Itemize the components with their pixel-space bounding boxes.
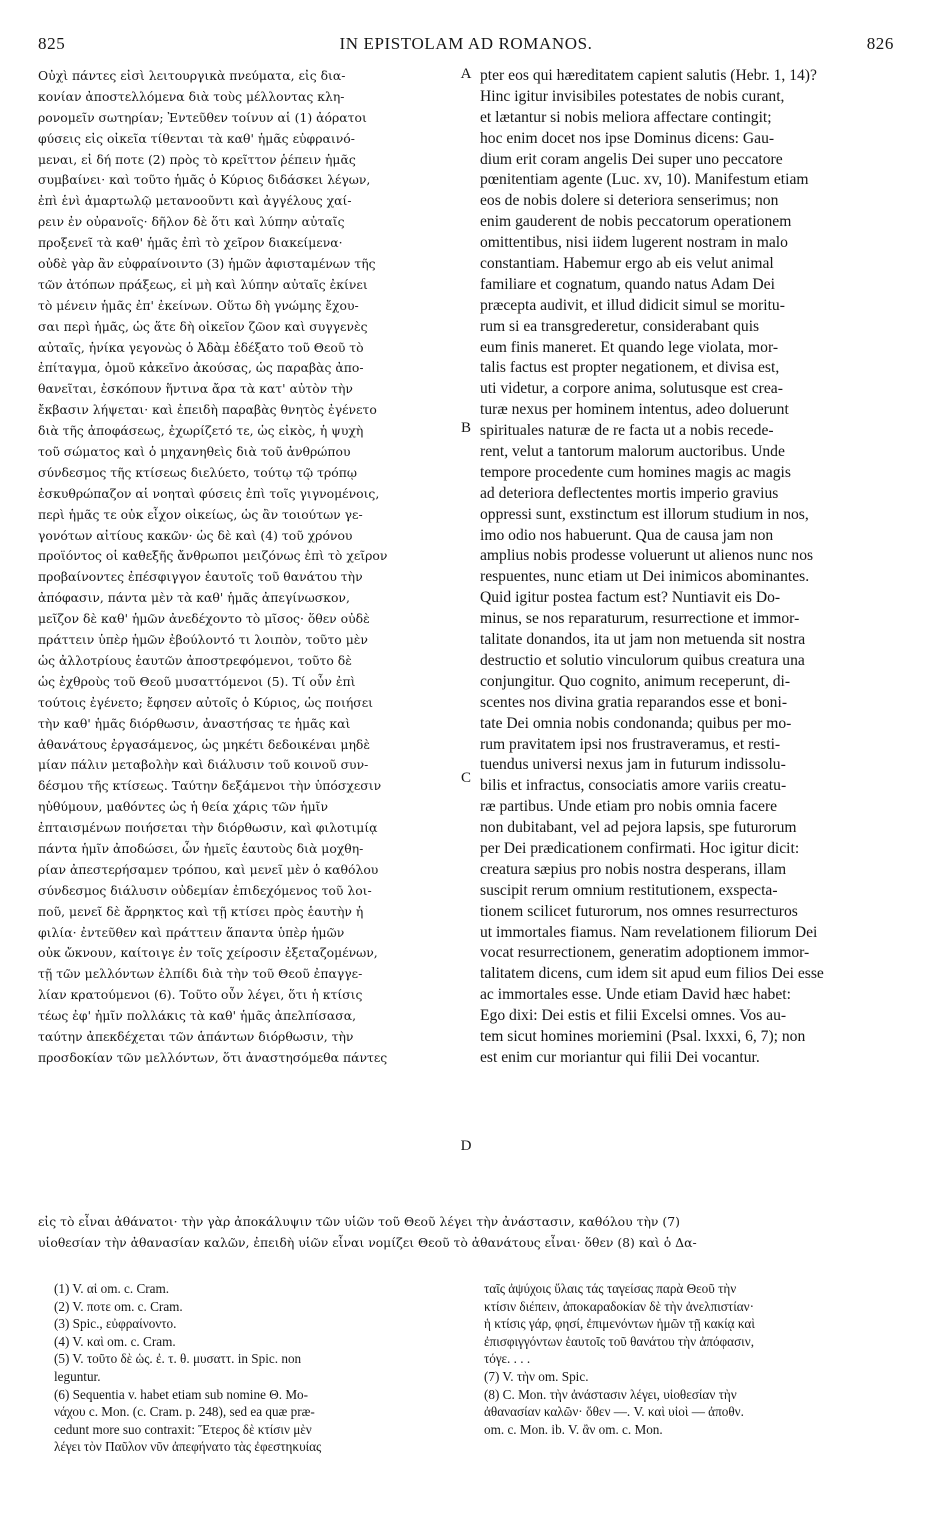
latin-text-line: Quid igitur postea factum est? Nuntiavit eis Do- [480, 589, 781, 607]
greek-text-line: ρειν ἐν οὐρανοῖς· δῆλον δὲ ὅτι καὶ λύπην αὐταῖς [38, 214, 345, 230]
footnote-line: τόγε. . . . [484, 1351, 531, 1367]
greek-text-line: ρίαν ἀπεστερήσαμεν τρόπου, καὶ μενεῖ μὲν ὁ καθόλου [38, 861, 379, 877]
latin-text-line: minus, se nos reparaturum, resurrectione et immor- [480, 610, 800, 628]
greek-text-line: ηὐθύμουν, μαθόντες ὡς ἡ θεία χάρις τῶν ἡμῖν [38, 799, 329, 815]
latin-text-line: tate Dei omnia nobis condonanda; quibus per mo- [480, 714, 792, 732]
latin-text-line: talitatem dicens, cum idem sit apud eum filios Dei esse [480, 965, 824, 983]
footnotes-left [54, 1280, 454, 1456]
latin-text-line: tionem scilicet futurorum, nos omnes resurrecturos [480, 902, 798, 920]
latin-text-line: oppressi sunt, exstinctum est illorum studium in nos, [480, 505, 809, 523]
greek-text-line: προσδοκίαν τῶν μελλόντων, ὅτι ἀναστησόμεθα πάντες [38, 1049, 388, 1065]
latin-text-line: amplius nobis prodesse voluerunt ut alienos nunc nos [480, 547, 814, 565]
latin-text-line: est enim cur moriantur qui filii Dei vocantur. [480, 1048, 760, 1066]
margin-marker-c: C [460, 770, 471, 786]
greek-text-line: σύνδεσμος διάλυσιν οὐδεμίαν ἐπιδεχόμενος τοῦ λοι- [38, 882, 372, 898]
greek-text-line: συμβαίνει· καὶ τοῦτο ἡμᾶς ὁ Κύριος διδάσκει λέγων, [38, 172, 371, 188]
footnote-line: (7) V. τὴν om. Spic. [484, 1368, 589, 1384]
footnote-line: (5) V. τοῦτο δὲ ὡς. ἐ. τ. θ. μυσαττ. in Spic. non [54, 1351, 302, 1367]
greek-text-line: ὡς ἐχθροὺς τοῦ Θεοῦ μυσαττόμενοι (5). Τί οὖν ἐπὶ [38, 673, 356, 689]
latin-text-line: eum finis maneret. Et quando lege violata, mor- [480, 338, 779, 356]
greek-text-line: τῶν ἀτόπων πράξεως, εἰ μὴ καὶ λύπην αὐταῖς ἐκίνει [38, 276, 368, 292]
latin-text-line: uti videtur, a corpore anima, solutusque est crea- [480, 380, 783, 398]
latin-text-line: imo odio nos habuerunt. Qua de causa jam non [480, 526, 774, 544]
latin-text-line: per Dei prædicationem confirmati. Hoc igitur dicit: [480, 839, 800, 857]
greek-text-line: σύνδεσμος τῆς κτίσεως διελύετο, τούτῳ τῷ τρόπῳ [38, 464, 357, 480]
latin-text-line: suscipit rerum omnium restitutionem, exspecta- [480, 881, 778, 899]
latin-text-line: pœnitentiam agente (Luc. xv, 10). Manifestum etiam [480, 171, 809, 189]
footnote-line: cedunt more suo contraxit: Ἕτερος δὲ κτίσιν μὲν [54, 1421, 312, 1437]
greek-text-line: ὡς ἀλλοτρίους ἑαυτῶν ἀποστρεφόμενοι, τοῦτο δὲ [38, 652, 352, 668]
latin-text-line: rum pravitatem ipsi nos frustraveramus, et resti- [480, 735, 781, 753]
latin-text-line: præcepta audivit, et illud didicit simul se moritu- [480, 296, 785, 314]
greek-text-line: Οὐχὶ πάντες εἰσὶ λειτουργικὰ πνεύματα, εἰς δια- [38, 68, 346, 83]
greek-text-line: προϊόντος οἱ καθεξῆς ἄνθρωποι μειζόνως ἐπὶ τὸ χεῖρον [38, 548, 388, 564]
footnote-line: (3) Spic., εὐφραίνοντο. [54, 1316, 177, 1332]
greek-text-line: κονίαν ἀποστελλόμενα διὰ τοὺς μέλλοντας κλη- [38, 88, 345, 104]
greek-text-line: προβαίνοντες ἐπέσφιγγον ἑαυτοῖς τοῦ θανάτου τὴν [38, 569, 363, 585]
latin-text-line: ad deteriora deflectentes mortis imperio gravius [480, 484, 779, 502]
greek-text-line: μεῖζον δὲ καθ' ἡμῶν ἀνεδέχοντο τὸ μῖσος· ὅθεν οὐδὲ [38, 611, 370, 627]
page-number-right: 826 [866, 34, 894, 53]
footnote-line: νάχου c. Mon. (c. Cram. p. 248), sed ea quæ præ- [54, 1404, 315, 1420]
margin-marker-b: B [460, 420, 471, 436]
latin-text-line: hoc enim docet nos ipse Dominus dicens: Gau- [480, 129, 775, 147]
greek-text-line: ποῦ, μενεῖ δὲ ἄρρηκτος καὶ τῇ κτίσει πρὸς ἑαυτὴν ἡ [38, 903, 364, 919]
greek-text-line: τὸ μένειν ἡμᾶς ἐπ' ἐκείνων. Οὕτω δὴ γνώμης ἔχου- [38, 297, 359, 313]
latin-text-line: tuendus universi nexus jam in futurum indissolu- [480, 756, 786, 774]
greek-text-line: τούτοις ἐγένετο; ἔφησεν αὐτοῖς ὁ Κύριος, ὡς ποιήσει [38, 694, 374, 710]
footnote-line: (1) V. αἱ om. c. Cram. [54, 1281, 170, 1296]
latin-text-line: vocat resurrectionem, generatim adoptionem immor- [480, 944, 810, 962]
latin-text-line: bilis et infractus, consociatis amore variis creatu- [480, 777, 787, 795]
latin-text-line: omittentibus, nisi iidem lugerent nostram in malo [480, 234, 788, 252]
greek-text-line: πάντα ἡμῖν ἀποδώσει, ὧν ἡμεῖς ἑαυτοὺς διὰ μοχθη- [38, 840, 364, 856]
greek-text-line: ἐπὶ ἑνὶ ἁμαρτωλῷ μετανοοῦντι καὶ ἀγγέλους χαί- [38, 193, 352, 209]
greek-text-line: οὐδὲ γὰρ ἂν εὐφραίνοιντο (3) ἡμῶν ἀφισταμένων τῆς [38, 256, 376, 272]
footnote-line: (6) Sequentia v. habet etiam sub nomine Θ. Mo- [54, 1386, 309, 1402]
footnote-line: κτίσιν διέπειν, ἀποκαραδοκίαν δὲ τὴν ἀνελπιστίαν· [484, 1298, 755, 1314]
latin-text-line: dium erit coram angelis Dei super uno peccatore [480, 150, 783, 168]
margin-marker-d: D [460, 1138, 472, 1154]
latin-text-line: non dubitabant, vel ad pejora lapsis, spe futurorum [480, 819, 797, 837]
greek-text-line: μεναι, εἰ δή ποτε (2) πρὸς τὸ κρεῖττον ῥέπειν ἡμᾶς [38, 151, 356, 167]
latin-text-line: turæ nexus per hominem intentus, adeo doluerunt [480, 401, 789, 419]
footnote-line: λέγει τὸν Παῦλον νῦν ἀπεφήνατο τὰς ἐφεστηκυίας [54, 1439, 322, 1455]
latin-text-line: ræ partibus. Unde etiam pro nobis omnia facere [480, 798, 778, 816]
greek-text-line: σαι περὶ ἡμᾶς, ὡς ἅτε δὴ οἰκεῖον ζῶον καὶ συγγενὲς [38, 318, 368, 334]
page-number-left: 825 [38, 34, 66, 53]
footnote-line: leguntur. [54, 1368, 101, 1384]
greek-text-line: διὰ τῆς ἀποφάσεως, ἐχωρίζετό τε, ὡς εἰκὸς, ἡ ψυχὴ [38, 423, 364, 439]
latin-text-line: rent, velut a tantorum malorum auctoribus. Unde [480, 443, 785, 461]
spanning-text-line: υἱοθεσίαν τὴν ἀθανασίαν καλῶν, ἐπειδὴ υἱῶν εἶναι νομίζει Θεοῦ τὸ ἀθανάτους εἶναι· ὅθεν (8) καὶ ὁ Δα- [38, 1234, 697, 1250]
greek-text-line: ταύτην ἀπεκδέχεται τῶν ἁπάντων διόρθωσιν, τὴν [38, 1028, 354, 1044]
latin-text-line: ut immortales fiamus. Nam revelationem filiorum Dei [480, 923, 818, 941]
greek-text-line: ἐσκυθρώπαζον αἱ νοηταὶ φύσεις ἐπὶ τοῖς γιγνομένοις, [38, 485, 380, 501]
greek-text-line: ἀπόφασιν, πάντα μὲν τὰ καθ' ἡμᾶς ἀπεγίνωσκον, [38, 590, 350, 606]
greek-text-line: φύσεις εἰς οἰκεῖα τίθενται τὰ καθ' ἡμᾶς εὐφραινό- [38, 130, 355, 146]
latin-text-line: enim gauderent de nobis peccatorum operationem [480, 213, 792, 231]
greek-text-line: τέως ἐφ' ἡμῖν πολλάκις τὰ καθ' ἡμᾶς ἀπελπίσασα, [38, 1008, 357, 1024]
margin-marker-a: A [460, 66, 472, 82]
greek-text-line: περὶ ἡμᾶς τε οὐκ εἶχον οἰκείως, ὡς ἂν τοιούτων γε- [38, 506, 363, 522]
footnote-line: ἐπισφιγγόντων ἑαυτοῖς τοῦ θανάτου τὴν ἀπόφασιν, [484, 1333, 754, 1349]
greek-text-line: τῇ τῶν μελλόντων ἐλπίδι διὰ τὴν τοῦ Θεοῦ ἐπαγγε- [38, 966, 363, 982]
latin-text-line: spirituales naturæ de re facta ut a nobis recede- [480, 422, 774, 440]
greek-text-line: αὐταῖς, ἡνίκα γεγονὼς ὁ Ἀδὰμ ἐδέξατο τοῦ Θεοῦ τὸ [38, 339, 364, 355]
greek-text-line: λίαν κρατούμενοι (6). Τοῦτο οὖν λέγει, ὅτι ἡ κτίσις [38, 987, 363, 1003]
greek-text-line: φιλία· ἐντεῦθεν καὶ πράττειν ἅπαντα ὑπὲρ ἡμῶν [38, 924, 345, 940]
greek-text-line: οὐκ ὤκνουν, καίτοιγε ἐν τοῖς χείροσιν ἐξεταζομένων, [38, 945, 378, 961]
latin-text-line: constantiam. Habemur ergo ab eis velut animal [480, 255, 774, 273]
latin-text-line: eos de nobis dolere si deteriora senserimus; non [480, 192, 779, 210]
greek-text-line: μίαν πάλιν μεταβολὴν καὶ διάλυσιν τοῦ κοινοῦ συν- [38, 757, 369, 773]
footnote-line: ταῖς ἀψύχοις ὕλαις τάς ταγείσας παρὰ Θεοῦ τὴν [484, 1281, 737, 1296]
footnote-line: (8) C. Mon. τὴν ἀνάστασιν λέγει, υἱοθεσίαν τὴν [484, 1386, 737, 1402]
greek-text-line: ἀθανάτους ἐργασάμενος, ὡς μηκέτι δεδοικέναι μηδὲ [38, 736, 371, 752]
footnote-line: (2) V. ποτε om. c. Cram. [54, 1298, 183, 1314]
latin-text-line: rum si ea transgrederetur, considerabant quis [480, 317, 760, 335]
spanning-text-line: εἰς τὸ εἶναι ἀθάνατοι· τὴν γὰρ ἀποκάλυψιν τῶν υἱῶν τοῦ Θεοῦ λέγει τὴν ἀνάστασιν, καθόλου τὴν (7) [38, 1214, 680, 1229]
greek-text-line: προξενεῖ τὰ καθ' ἡμᾶς ἐπὶ τὸ χεῖρον διακείμενα· [38, 235, 343, 251]
latin-text-line: scentes nos divina gratia reparandos esse et boni- [480, 693, 788, 711]
latin-text-line: tempore procedente cum homines magis ac magis [480, 463, 791, 481]
greek-text-line: ρονομεῖν σωτηρίαν; Ἐντεῦθεν τοίνυν αἱ (1) ἀόρατοι [38, 109, 367, 125]
latin-text-line: creatura sæpius pro nobis nostra desperans, illam [480, 860, 787, 878]
greek-text-line: δέσμου τῆς κτίσεως. Ταύτην δεξάμενοι τὴν ὑπόσχεσιν [38, 778, 382, 794]
latin-text-line: Ego dixi: Dei estis et filii Excelsi omnes. Vos au- [480, 1007, 787, 1025]
greek-text-line: ἐπίταγμα, ὁμοῦ κἀκεῖνο ἀκούσας, ὡς παραβὰς ἀπο- [38, 360, 364, 376]
latin-column [480, 66, 892, 1069]
greek-text-line: ἔκβασιν λήψεται· καὶ ἐπειδὴ παραβὰς θνητὸς ἐγένετο [38, 402, 377, 418]
running-header [38, 34, 894, 56]
greek-text-line: πράττειν ὑπὲρ ἡμῶν ἐβούλοντό τι λοιπὸν, τοῦτο μὲν [38, 632, 368, 648]
footnote-line: om. c. Mon. ib. V. ἂν om. c. Mon. [484, 1421, 663, 1437]
latin-text-line: respuentes, nunc etiam ut Dei inimicos abominantes. [480, 568, 810, 586]
footnote-line: ἡ κτίσις γάρ, φησί, ἐπιμενόντων ἡμῶν τῇ κακίᾳ καὶ [484, 1316, 755, 1332]
latin-text-line: conjungitur. Quo cognito, animum receperunt, di- [480, 672, 791, 690]
latin-text-line: talitate donandos, ita ut jam non metuenda sit nostra [480, 631, 806, 649]
latin-text-line: pter eos qui hæreditatem capient salutis (Hebr. 1, 14)? [480, 67, 817, 84]
footnotes-right [484, 1280, 894, 1438]
running-title: IN EPISTOLAM AD ROMANOS. [339, 34, 593, 53]
full-width-greek-lines [38, 1212, 894, 1254]
greek-text-line: θανεῖται, ἐσκόπουν ἥντινα ἄρα τὰ κατ' αὐτὸν τὴν [38, 381, 353, 397]
greek-text-line: γονότων αἰτίους κακῶν· ὡς δὲ καὶ (4) τοῦ χρόνου [38, 527, 353, 543]
latin-text-line: Hinc igitur invisibiles potestates de nobis curant, [480, 87, 785, 105]
greek-text-line: τὴν καθ' ἡμᾶς διόρθωσιν, ἀναστήσας τε ἡμᾶς καὶ [38, 715, 351, 731]
latin-text-line: talis factus est propter negationem, et divisa est, [480, 359, 780, 377]
footnote-line: (4) V. καὶ om. c. Cram. [54, 1333, 176, 1349]
footnote-line: ἀθανασίαν καλῶν· ὅθεν —. V. καὶ υἱοὶ — ἀποθν. [484, 1404, 744, 1420]
greek-column [38, 66, 458, 1069]
latin-text-line: ac immortales esse. Unde etiam David hæc habet: [480, 986, 791, 1004]
latin-text-line: et lætantur si nobis meliora affectare contingit; [480, 108, 772, 126]
latin-text-line: destructio et solutio vinculorum quibus creatura una [480, 651, 805, 669]
greek-text-line: τοῦ σώματος καὶ ὁ μηχανηθεὶς διὰ τοῦ ἀνθρώπου [38, 444, 351, 460]
latin-text-line: tem sicut homines moriemini (Psal. lxxxi, 6, 7); non [480, 1027, 806, 1045]
latin-text-line: familiare et cognatum, quando natus Adam Dei [480, 275, 775, 293]
greek-text-line: ἐπταισμένων ποιήσεται τὴν διόρθωσιν, καὶ φιλοτιμίᾳ [38, 820, 378, 836]
